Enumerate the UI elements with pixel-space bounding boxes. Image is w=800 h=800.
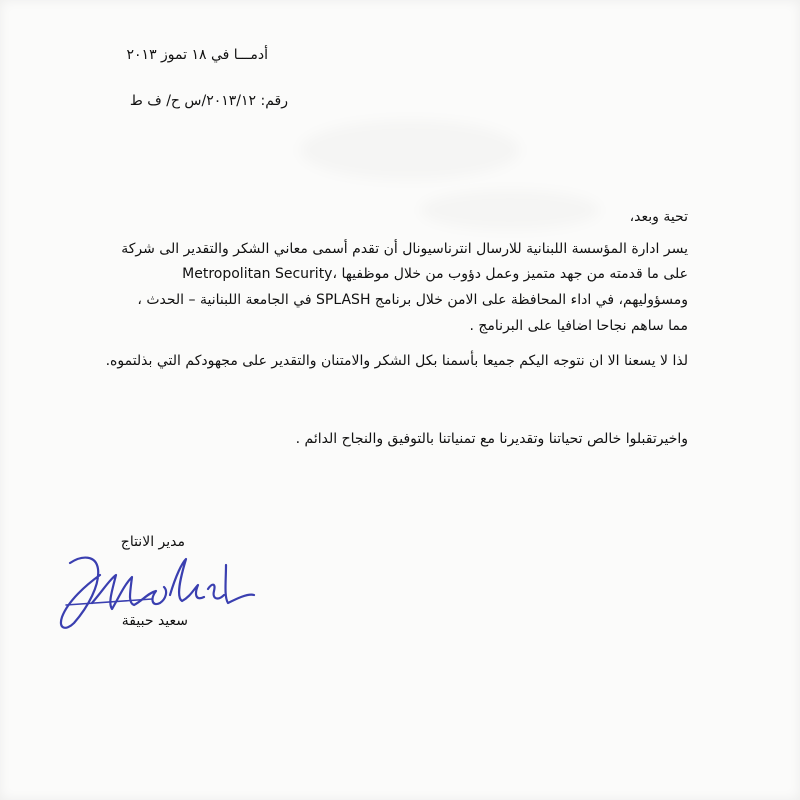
place-date: أدمـــا في ١٨ تموز ٢٠١٣ (126, 47, 268, 63)
thanks-line: لذا لا يسعنا الا ان نتوجه اليكم جميعا بأسمنا بكل الشكر والامتنان والتقدير على مجهودكم التي بذلتموه. (105, 353, 688, 369)
reference-number: رقم: ٢٠١٣/١٢/س ح/ ف ط (129, 93, 288, 109)
closing-line: واخيرتقبلوا خالص تحياتنا وتقديرنا مع تمنياتنا بالتوفيق والنجاح الدائم . (295, 431, 688, 447)
scan-smudge (420, 190, 600, 230)
scan-smudge (300, 120, 520, 180)
greeting: تحية وبعد، (629, 209, 688, 225)
body-line: مما ساهم نجاحا اضافيا على البرنامج . (469, 318, 688, 334)
body-line: يسر ادارة المؤسسة اللبنانية للارسال انترناسيونال أن تقدم أسمى معاني الشكر والتقدير الى شركة (121, 241, 688, 257)
body-line: ومسؤوليهم، في اداء المحافظة على الامن خلال برنامج SPLASH في الجامعة اللبنانية – الحدث ، (137, 292, 688, 308)
signatory-name: سعيد حبيقة (121, 613, 188, 629)
body-line: Metropolitan Security، على ما قدمته من جهد متميز وعمل دؤوب من خلال موظفيها (182, 266, 688, 282)
signatory-title: مدير الانتاج (120, 534, 185, 550)
